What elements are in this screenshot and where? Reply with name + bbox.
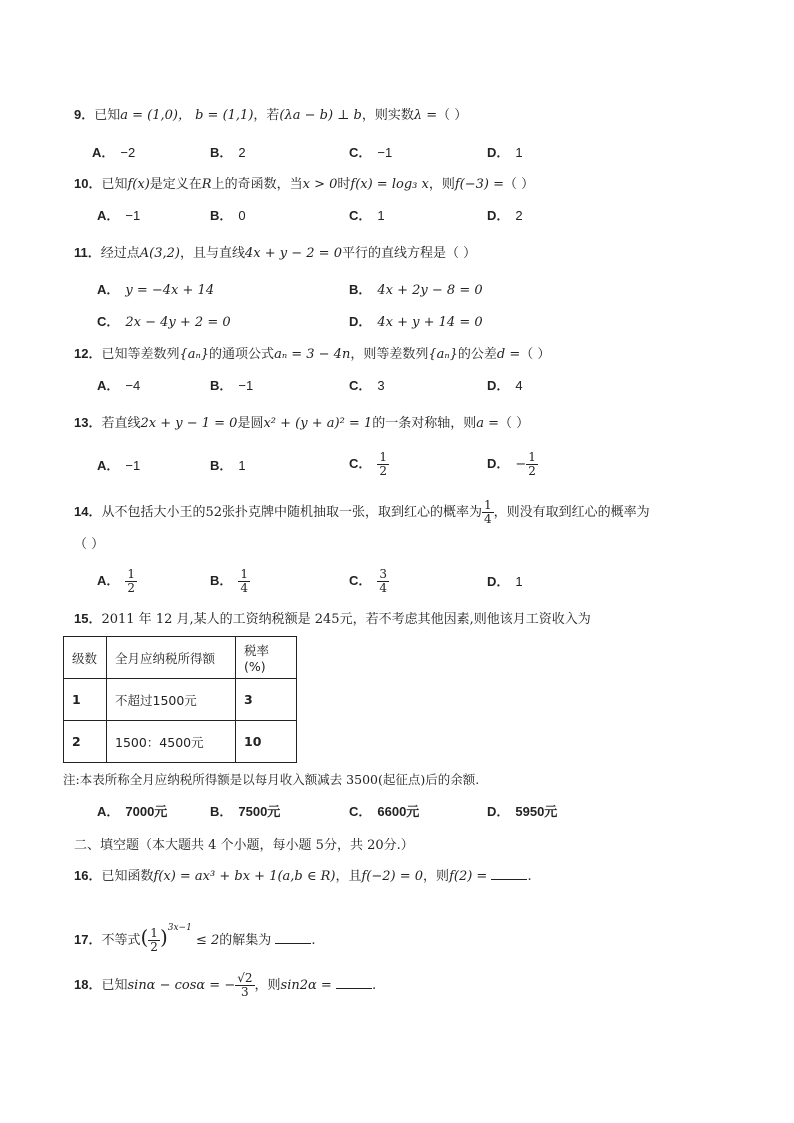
question-17 <box>74 918 316 954</box>
question-number: 14． <box>74 504 102 519</box>
question-text: 的公差 <box>457 347 497 362</box>
math-expression: x² + (y + a)² = 1 <box>263 416 373 431</box>
question-number: 11． <box>74 245 101 260</box>
question-text: 已知等差数列 <box>101 347 180 362</box>
option-d[interactable] <box>487 802 557 823</box>
option-b[interactable] <box>210 376 253 397</box>
question-number: 10． <box>74 176 102 191</box>
math-expression: {aₙ} <box>428 347 458 362</box>
option-value: −1 <box>238 378 254 393</box>
math-expression: sinα − cosα = − <box>127 978 236 993</box>
option-value: 0 <box>238 208 246 223</box>
question-11 <box>74 243 476 264</box>
option-value: 1 <box>515 145 523 160</box>
answer-bracket: （ ） <box>499 416 530 431</box>
fraction <box>148 927 160 954</box>
question-16 <box>74 866 532 887</box>
question-number: 16． <box>74 868 102 883</box>
option-value: 1 <box>238 458 246 473</box>
option-c[interactable] <box>349 143 392 164</box>
option-value: 1 <box>515 574 523 589</box>
option-a[interactable] <box>97 802 167 823</box>
question-10 <box>74 174 534 195</box>
option-value: 6600元 <box>377 804 420 819</box>
question-text: 经过点 <box>100 246 140 261</box>
answer-bracket: （ ） <box>437 108 468 123</box>
table-header-cell: 税率(%) <box>236 637 297 679</box>
table-cell: 不超过1500元 <box>107 679 236 721</box>
option-label: A． <box>97 282 120 297</box>
fraction-denominator: 2 <box>528 464 536 478</box>
option-label: B． <box>210 458 233 473</box>
option-label: C． <box>349 208 372 223</box>
math-expression: 4x + y − 2 = 0 <box>245 246 342 261</box>
question-text: ，则等差数列 <box>350 347 429 362</box>
option-a[interactable] <box>97 568 137 595</box>
option-label: A． <box>97 208 120 223</box>
option-value: 2 <box>238 145 246 160</box>
fraction <box>377 568 389 595</box>
math-expression: f(x) = ax³ + bx + 1(a,b ∈ R) <box>153 869 336 884</box>
option-label: D． <box>487 378 510 393</box>
math-expression: f(−3) = <box>454 177 504 192</box>
fraction-numerator: 1 <box>528 450 536 464</box>
math-expression: f(2) = <box>449 869 488 884</box>
option-value: 2x − 4y + 2 = 0 <box>125 315 231 330</box>
question-text: 已知 <box>101 978 128 993</box>
math-expression: f(−2) = 0 <box>361 869 424 884</box>
option-label: C． <box>349 145 372 160</box>
option-label: D． <box>487 145 510 160</box>
math-expression: a = <box>476 416 500 431</box>
question-text: ，则 <box>254 978 281 993</box>
question-15 <box>74 609 591 630</box>
answer-bracket: （ ） <box>504 177 535 192</box>
fraction-numerator: √2 <box>237 971 253 985</box>
table-header-cell: 级数 <box>64 637 107 679</box>
fraction <box>526 451 538 478</box>
option-c[interactable] <box>349 802 419 823</box>
question-13 <box>74 413 529 434</box>
question-text: 的一条对称轴，则 <box>372 416 477 431</box>
option-value: 4x + y + 14 = 0 <box>377 315 483 330</box>
fraction-numerator: 1 <box>379 450 388 464</box>
option-label: B． <box>210 573 233 588</box>
option-b[interactable] <box>210 143 246 164</box>
table-row <box>64 679 297 721</box>
option-b[interactable] <box>210 568 250 595</box>
question-number: 17． <box>74 932 102 947</box>
fraction <box>377 451 389 478</box>
fraction <box>125 568 137 595</box>
option-label: A． <box>97 804 120 819</box>
table-note: 注:本表所称全月应纳税所得额是以每月收入额减去 3500(起征点)后的余额. <box>63 772 480 787</box>
question-14 <box>74 499 650 526</box>
question-text: 从不包括大小王的52张扑克牌中随机抽取一张，取到红心的概率为 <box>101 505 483 520</box>
option-label: D． <box>487 456 510 471</box>
option-a[interactable] <box>97 280 214 301</box>
question-12 <box>74 344 550 365</box>
fraction <box>238 568 250 595</box>
option-label: B． <box>210 804 233 819</box>
option-value: 5950元 <box>515 804 558 819</box>
answer-blank[interactable] <box>275 931 311 944</box>
fraction-numerator: 3 <box>379 567 388 581</box>
table-cell: 1500：4500元 <box>107 721 236 763</box>
answer-blank[interactable] <box>491 867 527 880</box>
question-text: 是定义在 <box>149 177 202 192</box>
option-d[interactable] <box>487 376 523 397</box>
option-b[interactable] <box>210 456 246 477</box>
option-d[interactable] <box>487 143 523 164</box>
option-b[interactable] <box>210 206 246 227</box>
fraction-denominator: 4 <box>240 581 249 595</box>
fraction-numerator: 1 <box>127 567 136 581</box>
math-expression: {aₙ} <box>179 347 210 362</box>
answer-blank[interactable] <box>336 976 372 989</box>
option-value: −2 <box>120 145 136 160</box>
option-label: C． <box>349 378 372 393</box>
option-label: C． <box>349 456 372 471</box>
option-value: −1 <box>377 145 393 160</box>
option-value: −1 <box>125 458 141 473</box>
option-label: D． <box>487 208 510 223</box>
question-18 <box>74 972 376 999</box>
option-value: 4 <box>515 378 523 393</box>
question-number: 18． <box>74 977 102 992</box>
question-text: 上的奇函数，当 <box>211 177 303 192</box>
table-cell: 3 <box>236 679 297 721</box>
table-header-row <box>64 637 297 679</box>
option-label: B． <box>210 378 233 393</box>
fraction-denominator: 2 <box>127 581 136 595</box>
fraction-denominator: 2 <box>150 940 158 954</box>
option-label: A． <box>97 573 120 588</box>
option-label: C． <box>349 804 372 819</box>
option-label: D． <box>487 804 510 819</box>
option-c[interactable] <box>349 451 389 478</box>
question-text: 的解集为 <box>219 933 272 948</box>
question-text: ，则没有取到红心的概率为 <box>493 505 650 520</box>
question-text: ，若 <box>253 108 280 123</box>
math-expression: f(x) = log₃ x <box>350 177 429 192</box>
option-value: −1 <box>125 208 141 223</box>
question-text: ，则 <box>423 869 450 884</box>
question-text: 已知函数 <box>101 869 154 884</box>
fraction-denominator: 3 <box>241 985 249 999</box>
table-header-cell: 全月应纳税所得额 <box>107 637 236 679</box>
option-c[interactable] <box>349 376 385 397</box>
option-d[interactable] <box>487 206 523 227</box>
table-cell: 1 <box>64 679 107 721</box>
question-text: ，且 <box>335 869 362 884</box>
question-text: 的通项公式 <box>209 347 275 362</box>
option-a[interactable] <box>97 376 140 397</box>
option-label: A． <box>97 458 120 473</box>
math-expression: f(x) <box>127 177 150 192</box>
period: . <box>371 978 377 993</box>
question-text: ，则 <box>428 177 455 192</box>
option-label: D． <box>487 574 510 589</box>
option-value: 7500元 <box>238 804 281 819</box>
option-label: D． <box>349 314 372 329</box>
option-d[interactable] <box>487 572 523 593</box>
option-a[interactable] <box>92 143 135 164</box>
option-d[interactable] <box>349 312 483 333</box>
math-expression: ≤ 2 <box>195 933 220 948</box>
math-expression: (λa − b) ⊥ b <box>279 108 362 123</box>
question-text: 是圆 <box>237 416 264 431</box>
math-expression: a = (1,0)， b = (1,1) <box>120 108 254 123</box>
option-c[interactable] <box>349 206 385 227</box>
option-a[interactable] <box>97 456 140 477</box>
fraction-numerator: 1 <box>484 498 492 512</box>
question-text: ，则实数 <box>361 108 414 123</box>
math-expression: λ = <box>413 108 438 123</box>
fraction-denominator: 4 <box>484 512 492 526</box>
math-expression: d = <box>496 347 521 362</box>
table-cell: 2 <box>64 721 107 763</box>
option-label: A． <box>97 378 120 393</box>
option-value: 1 <box>377 208 385 223</box>
option-d[interactable] <box>487 451 538 478</box>
question-text: 平行的直线方程是（ ） <box>341 246 477 261</box>
exponent: 3x−1 <box>167 923 192 933</box>
option-label: C． <box>97 314 120 329</box>
math-expression: A(3,2) <box>139 246 180 261</box>
period: . <box>311 933 316 948</box>
right-paren: ) <box>159 925 168 949</box>
option-a[interactable] <box>97 206 140 227</box>
question-text: 2011 年 12 月,某人的工资纳税额是 245元，若不考虑其他因素,则他该月工资收入为 <box>101 612 591 627</box>
question-9 <box>74 105 467 126</box>
option-value: 3 <box>377 378 385 393</box>
question-number: 12． <box>74 346 102 361</box>
option-b[interactable] <box>349 280 483 301</box>
section-heading: 二、填空题（本大题共 4 个小题，每小题 5分，共 20分.） <box>74 838 414 853</box>
option-value: 4x + 2y − 8 = 0 <box>377 283 483 298</box>
answer-bracket: （ ） <box>74 537 105 552</box>
question-number: 9． <box>74 107 95 122</box>
option-value: 7000元 <box>125 804 168 819</box>
option-value: y = −4x + 14 <box>125 283 215 298</box>
question-text: 不等式 <box>101 933 141 948</box>
option-b[interactable] <box>210 802 280 823</box>
answer-bracket: （ ） <box>520 347 551 362</box>
option-value: −4 <box>125 378 141 393</box>
math-expression: 2x + y − 1 = 0 <box>140 416 238 431</box>
question-number: 13． <box>74 415 102 430</box>
question-text: ，且与直线 <box>179 246 245 261</box>
fraction <box>482 499 494 526</box>
fraction-denominator: 4 <box>379 581 388 595</box>
fraction-numerator: 1 <box>150 926 158 940</box>
option-label: C． <box>349 573 372 588</box>
fraction-denominator: 2 <box>379 464 388 478</box>
math-expression: aₙ = 3 − 4n <box>274 347 351 362</box>
math-expression: sin2α = <box>280 978 332 993</box>
left-paren: ( <box>140 925 149 949</box>
option-label: A． <box>92 145 115 160</box>
table-cell: 10 <box>236 721 297 763</box>
option-c[interactable] <box>349 568 389 595</box>
period: . <box>527 869 532 884</box>
math-expression: x > 0 <box>302 177 338 192</box>
option-label: B． <box>210 145 233 160</box>
question-text: 若直线 <box>101 416 141 431</box>
question-text: 时 <box>337 177 351 192</box>
question-text: 已知 <box>94 108 121 123</box>
minus-sign: − <box>515 457 527 472</box>
question-number: 15． <box>74 611 102 626</box>
fraction-numerator: 1 <box>240 567 249 581</box>
option-label: B． <box>349 282 372 297</box>
option-label: B． <box>210 208 233 223</box>
question-text: 已知 <box>101 177 128 192</box>
fraction <box>235 972 254 999</box>
table-row <box>64 721 297 763</box>
math-expression: R <box>201 177 212 192</box>
option-c[interactable] <box>97 312 231 333</box>
tax-rate-table <box>63 636 297 763</box>
option-value: 2 <box>515 208 523 223</box>
